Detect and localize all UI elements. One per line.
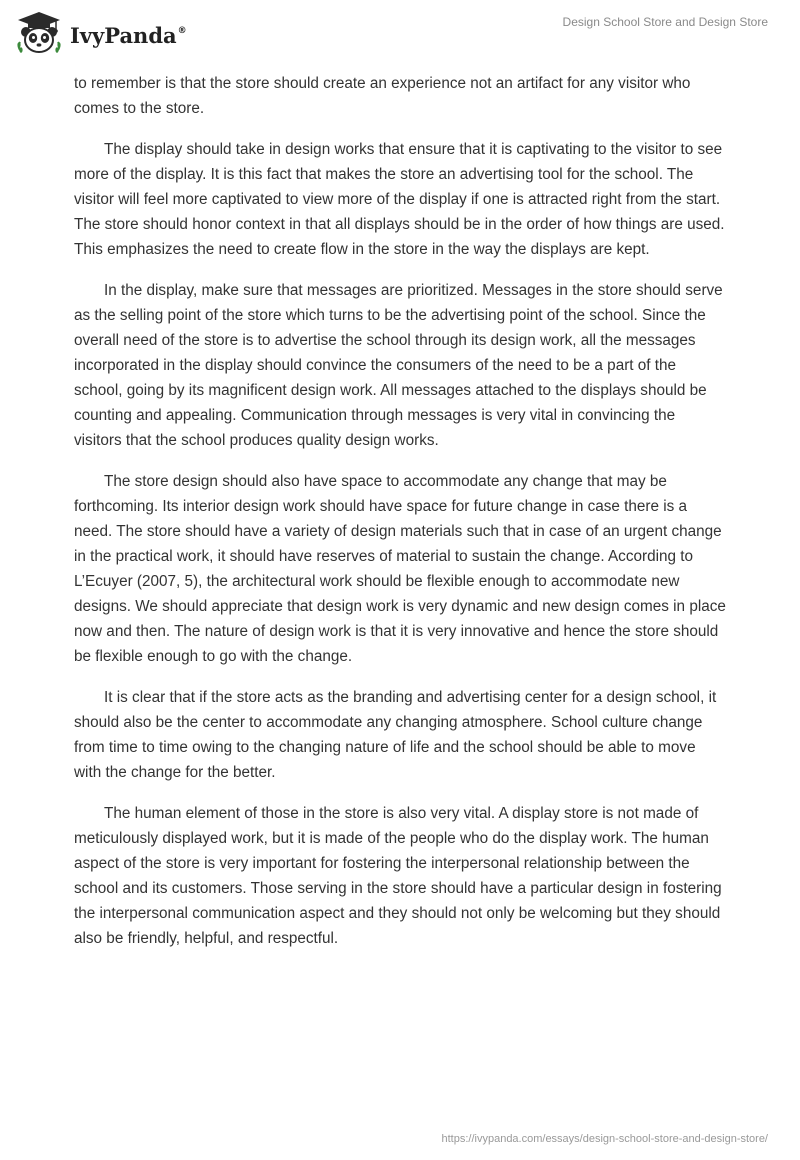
paragraph: The human element of those in the store is also very vital. A display store is not made of meticulously displayed work, but it is made of the people who do the display work. The human aspect of the store is very important for fostering the interpersonal relationship between the school and its customers. Those serving in the store should have a particular design in fostering the interpersonal communication aspect and they should not only be welcoming but they should also be friendly, helpful, and respectful. — [74, 805, 722, 947]
ivypanda-logo[interactable] — [14, 8, 187, 58]
panda-graduate-icon — [14, 10, 64, 56]
source-url[interactable]: https://ivypanda.com/essays/design-school-store-and-design-store/ — [441, 1133, 768, 1145]
paragraph: It is clear that if the store acts as the branding and advertising center for a design school, it should also be the center to accommodate any changing atmosphere. School culture change from time to time owing to the changing nature of life and the school should be able to move with the change for the better. — [74, 689, 717, 781]
registered-mark: ® — [177, 25, 187, 36]
page-header — [0, 0, 800, 64]
brand-name: IvyPanda® — [70, 22, 187, 48]
essay-body — [74, 71, 726, 967]
paragraph: The display should take in design works that ensure that it is captivating to the visitor to see more of the display. It is this fact that makes the store an advertising tool for the school. The visitor will feel more captivated to view more of the display if one is attracted right from the start. The store should honor context in that all displays should be in the order of how things are used. This emphasizes the need to create flow in the store in the way the displays are kept. — [74, 141, 725, 258]
paragraph-continued: to remember is that the store should create an experience not an artifact for any visitor who comes to the store. — [74, 75, 691, 117]
document-title: Design School Store and Design Store — [562, 15, 768, 29]
paragraph: The store design should also have space to accommodate any change that may be forthcoming. Its interior design work should have space for future change in case there is a need. The store should have a variety of design materials such that in case of an urgent change in the practical work, it should have reserves of material to sustain the change. According to L’Ecuyer (2007, 5), the architectural work should be flexible enough to accommodate new designs. We should appreciate that design work is very dynamic and new design comes in place now and then. The nature of design work is that it is very innovative and hence the store should be flexible enough to go with the change. — [74, 473, 726, 665]
paragraph: In the display, make sure that messages are prioritized. Messages in the store should serve as the selling point of the store which turns to be the advertising point of the school. Since the overall need of the store is to advertise the school through its design work, all the messages incorporated in the display should convince the consumers of the need to be a part of the school, going by its magnificent design work. All messages attached to the displays should be counting and appealing. Communication through messages is very vital in convincing the visitors that the school produces quality design works. — [74, 282, 723, 449]
